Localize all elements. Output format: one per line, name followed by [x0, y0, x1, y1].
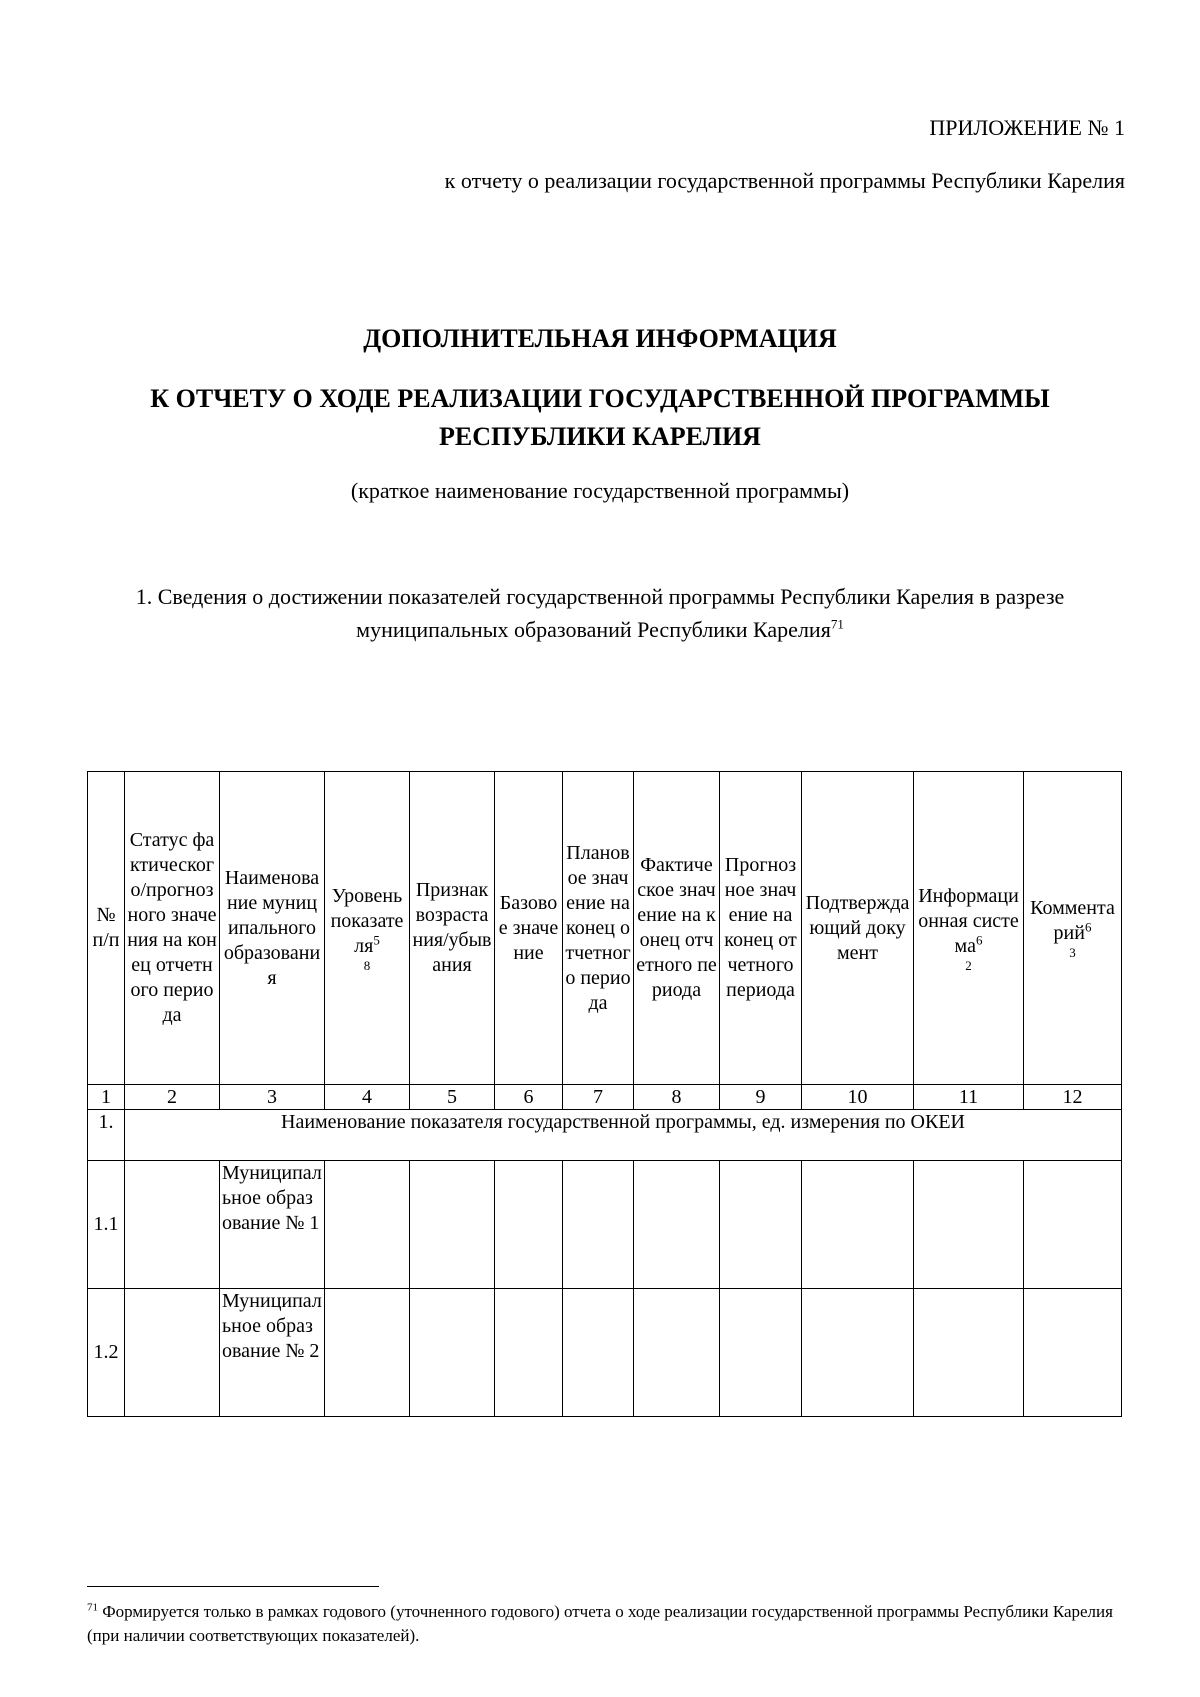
empty-cell — [325, 1161, 410, 1289]
header-cell: Наименование муниципального образования — [220, 772, 325, 1085]
column-number: 12 — [1024, 1085, 1122, 1110]
header-cell: Информационная система$^6$ 2 — [914, 772, 1024, 1085]
column-number: 7 — [563, 1085, 634, 1110]
empty-cell — [563, 1289, 634, 1417]
indicator-row — [88, 1110, 1122, 1161]
empty-cell — [802, 1289, 914, 1417]
empty-cell — [125, 1289, 220, 1417]
empty-cell — [634, 1161, 720, 1289]
empty-cell — [563, 1161, 634, 1289]
empty-cell — [410, 1289, 495, 1417]
column-number: 11 — [914, 1085, 1024, 1110]
column-number: 2 — [125, 1085, 220, 1110]
header-cell: Фактическое значение на конец отчетного периода — [634, 772, 720, 1085]
empty-cell — [720, 1289, 802, 1417]
footnote-divider — [87, 1586, 379, 1587]
header-cell: Подтверждающий документ — [802, 772, 914, 1085]
column-number: 1 — [88, 1085, 125, 1110]
empty-cell — [495, 1161, 563, 1289]
column-number: 5 — [410, 1085, 495, 1110]
indicators-table — [87, 771, 1122, 1417]
row-number: 1.2 — [88, 1289, 125, 1417]
empty-cell — [802, 1161, 914, 1289]
row-number: 1.1 — [88, 1161, 125, 1289]
table-row — [88, 1289, 1122, 1417]
column-number: 8 — [634, 1085, 720, 1110]
section-heading — [80, 580, 1120, 646]
document-title: ДОПОЛНИТЕЛЬНАЯ ИНФОРМАЦИЯ — [363, 324, 837, 353]
indicator-number: 1. — [88, 1110, 125, 1161]
section-footnote-ref: 71 — [830, 616, 844, 632]
document-title-sub: К ОТЧЕТУ О ХОДЕ РЕАЛИЗАЦИИ ГОСУДАРСТВЕННОЙ ПРОГРАММЫ РЕСПУБЛИКИ КАРЕЛИЯ — [150, 384, 1050, 451]
municipality-name: Муниципальное образование № 2 — [220, 1289, 325, 1417]
empty-cell — [914, 1161, 1024, 1289]
section-heading-text: 1. Сведения о достижении показателей государственной программы Республики Карелия в разрезе муниципальных образований Республики Карелия — [135, 584, 1065, 642]
header-cell: Комментарий$^6$ 3 — [1024, 772, 1122, 1085]
header-cell: Уровень показателя$^5$ 8 — [325, 772, 410, 1085]
footnote-text: Формируется только в рамках годового (уточненного годового) отчета о ходе реализации государственной программы Республики Карелия (при наличии соответствующих показателей). — [87, 1602, 1113, 1645]
column-numbers-row — [88, 1085, 1122, 1110]
appendix-subtitle: к отчету о реализации государственной программы Республики Карелия — [444, 168, 1125, 193]
municipality-name: Муниципальное образование № 1 — [220, 1161, 325, 1289]
empty-cell — [1024, 1161, 1122, 1289]
table-row — [88, 1161, 1122, 1289]
column-number: 4 — [325, 1085, 410, 1110]
header-cell: № п/п — [88, 772, 125, 1085]
column-number: 10 — [802, 1085, 914, 1110]
footnote-ref: 71 — [87, 1601, 98, 1614]
column-number: 3 — [220, 1085, 325, 1110]
empty-cell — [1024, 1289, 1122, 1417]
column-number: 6 — [495, 1085, 563, 1110]
empty-cell — [720, 1161, 802, 1289]
header-cell: Прогнозное значение на конец отчетного периода — [720, 772, 802, 1085]
header-cell: Статус фактического/прогнозного значения на конец отчетного периода — [125, 772, 220, 1085]
column-number: 9 — [720, 1085, 802, 1110]
program-short-name-hint: (краткое наименование государственной программы) — [350, 478, 850, 503]
empty-cell — [634, 1289, 720, 1417]
footnote — [87, 1600, 1127, 1648]
header-cell: Плановое значение на конец отчетного периода — [563, 772, 634, 1085]
appendix-label: ПРИЛОЖЕНИЕ № 1 — [929, 115, 1125, 140]
empty-cell — [495, 1289, 563, 1417]
table-header-row — [88, 772, 1122, 1085]
empty-cell — [125, 1161, 220, 1289]
empty-cell — [325, 1289, 410, 1417]
empty-cell — [914, 1289, 1024, 1417]
header-cell: Признак возрастания/убывания — [410, 772, 495, 1085]
empty-cell — [410, 1161, 495, 1289]
indicator-name: Наименование показателя государственной программы, ед. измерения по ОКЕИ — [125, 1110, 1122, 1161]
header-cell: Базовое значение — [495, 772, 563, 1085]
